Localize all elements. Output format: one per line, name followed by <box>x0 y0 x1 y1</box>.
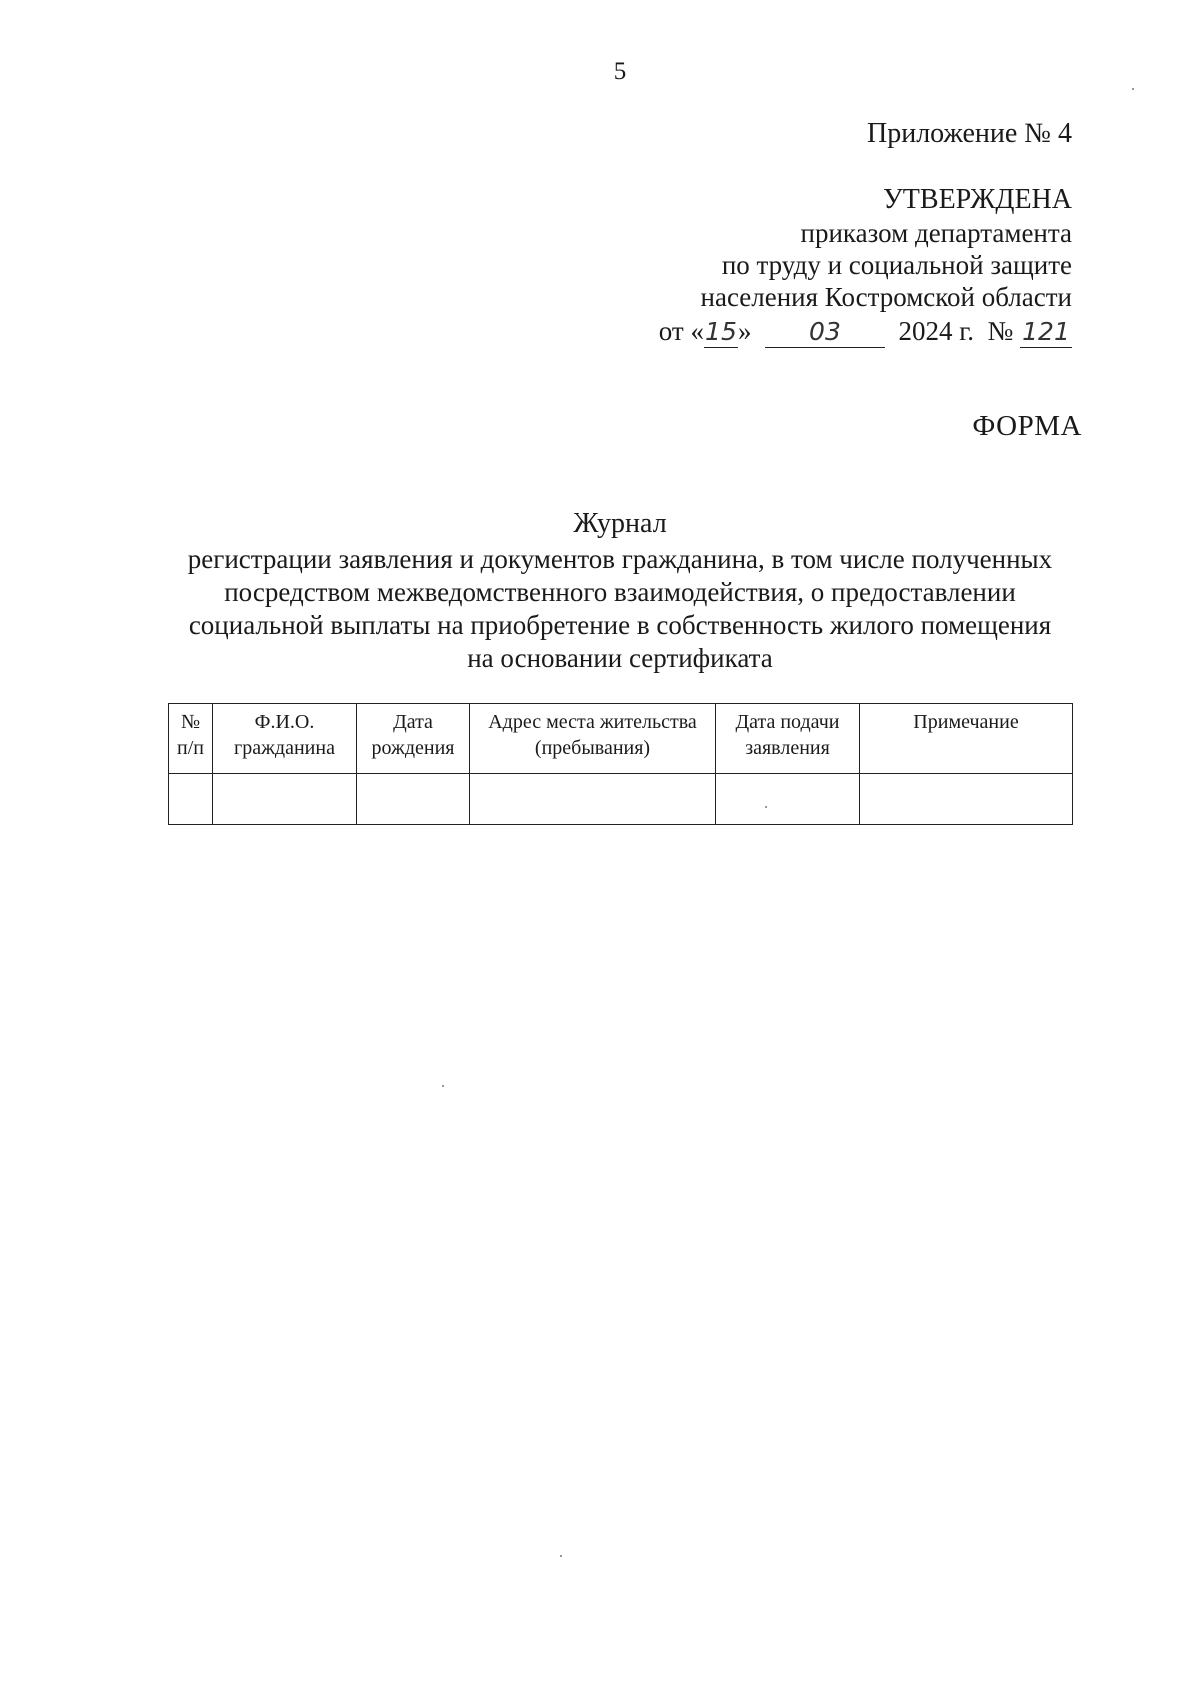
registration-table <box>168 703 1073 825</box>
order-prefix: от « <box>658 316 704 346</box>
journal-subtitle-line: на основании сертификата <box>467 643 773 673</box>
journal-subtitle-line: социальной выплаты на приобретение в собственность жилого помещения <box>188 610 1052 640</box>
approval-line: населения Костромской области <box>700 282 1072 312</box>
journal-subtitle-line: регистрации заявления и документов гражданина, в том числе полученных <box>187 544 1053 574</box>
form-label: ФОРМА <box>972 410 1082 442</box>
scan-speck <box>765 806 767 808</box>
header-number: № п/п <box>169 704 213 774</box>
header-full-name: Ф.И.О. гражданина <box>213 704 357 774</box>
order-month-handwritten: 03 <box>765 317 885 348</box>
cell-note[interactable] <box>860 774 1073 825</box>
table-header-row <box>169 704 1073 774</box>
page-number: 5 <box>613 58 627 85</box>
order-number-handwritten: 121 <box>1020 317 1072 348</box>
journal-heading <box>120 507 1120 675</box>
cell-number[interactable] <box>169 774 213 825</box>
scan-speck <box>1132 88 1134 90</box>
header-application-date: Дата подачи заявления <box>716 704 860 774</box>
scan-speck <box>442 1085 444 1087</box>
table-row <box>169 774 1073 825</box>
order-day-handwritten: 15 <box>705 317 737 346</box>
scan-speck <box>560 1555 562 1557</box>
approval-line: приказом департамента <box>800 218 1072 248</box>
cell-address[interactable] <box>470 774 716 825</box>
order-number-sign: № <box>987 316 1014 346</box>
journal-subtitle-line: посредством межведомственного взаимодействия, о предоставлении <box>224 577 1016 607</box>
header-note: Примечание <box>860 704 1073 774</box>
cell-application-date[interactable] <box>716 774 860 825</box>
header-address: Адрес места жительства (пребывания) <box>470 704 716 774</box>
approval-block <box>659 183 1072 348</box>
journal-subtitle <box>120 543 1120 675</box>
order-date-line <box>659 315 1072 348</box>
approval-title: УТВЕРЖДЕНА <box>882 184 1072 215</box>
journal-title: Журнал <box>573 508 667 539</box>
appendix-label: Приложение № 4 <box>867 118 1072 149</box>
cell-full-name[interactable] <box>213 774 357 825</box>
header-birth-date: Дата рождения <box>357 704 470 774</box>
approval-line: по труду и социальной защите <box>721 250 1072 280</box>
order-quote-close: » <box>737 316 752 346</box>
cell-birth-date[interactable] <box>357 774 470 825</box>
order-year: 2024 г. <box>898 316 974 346</box>
